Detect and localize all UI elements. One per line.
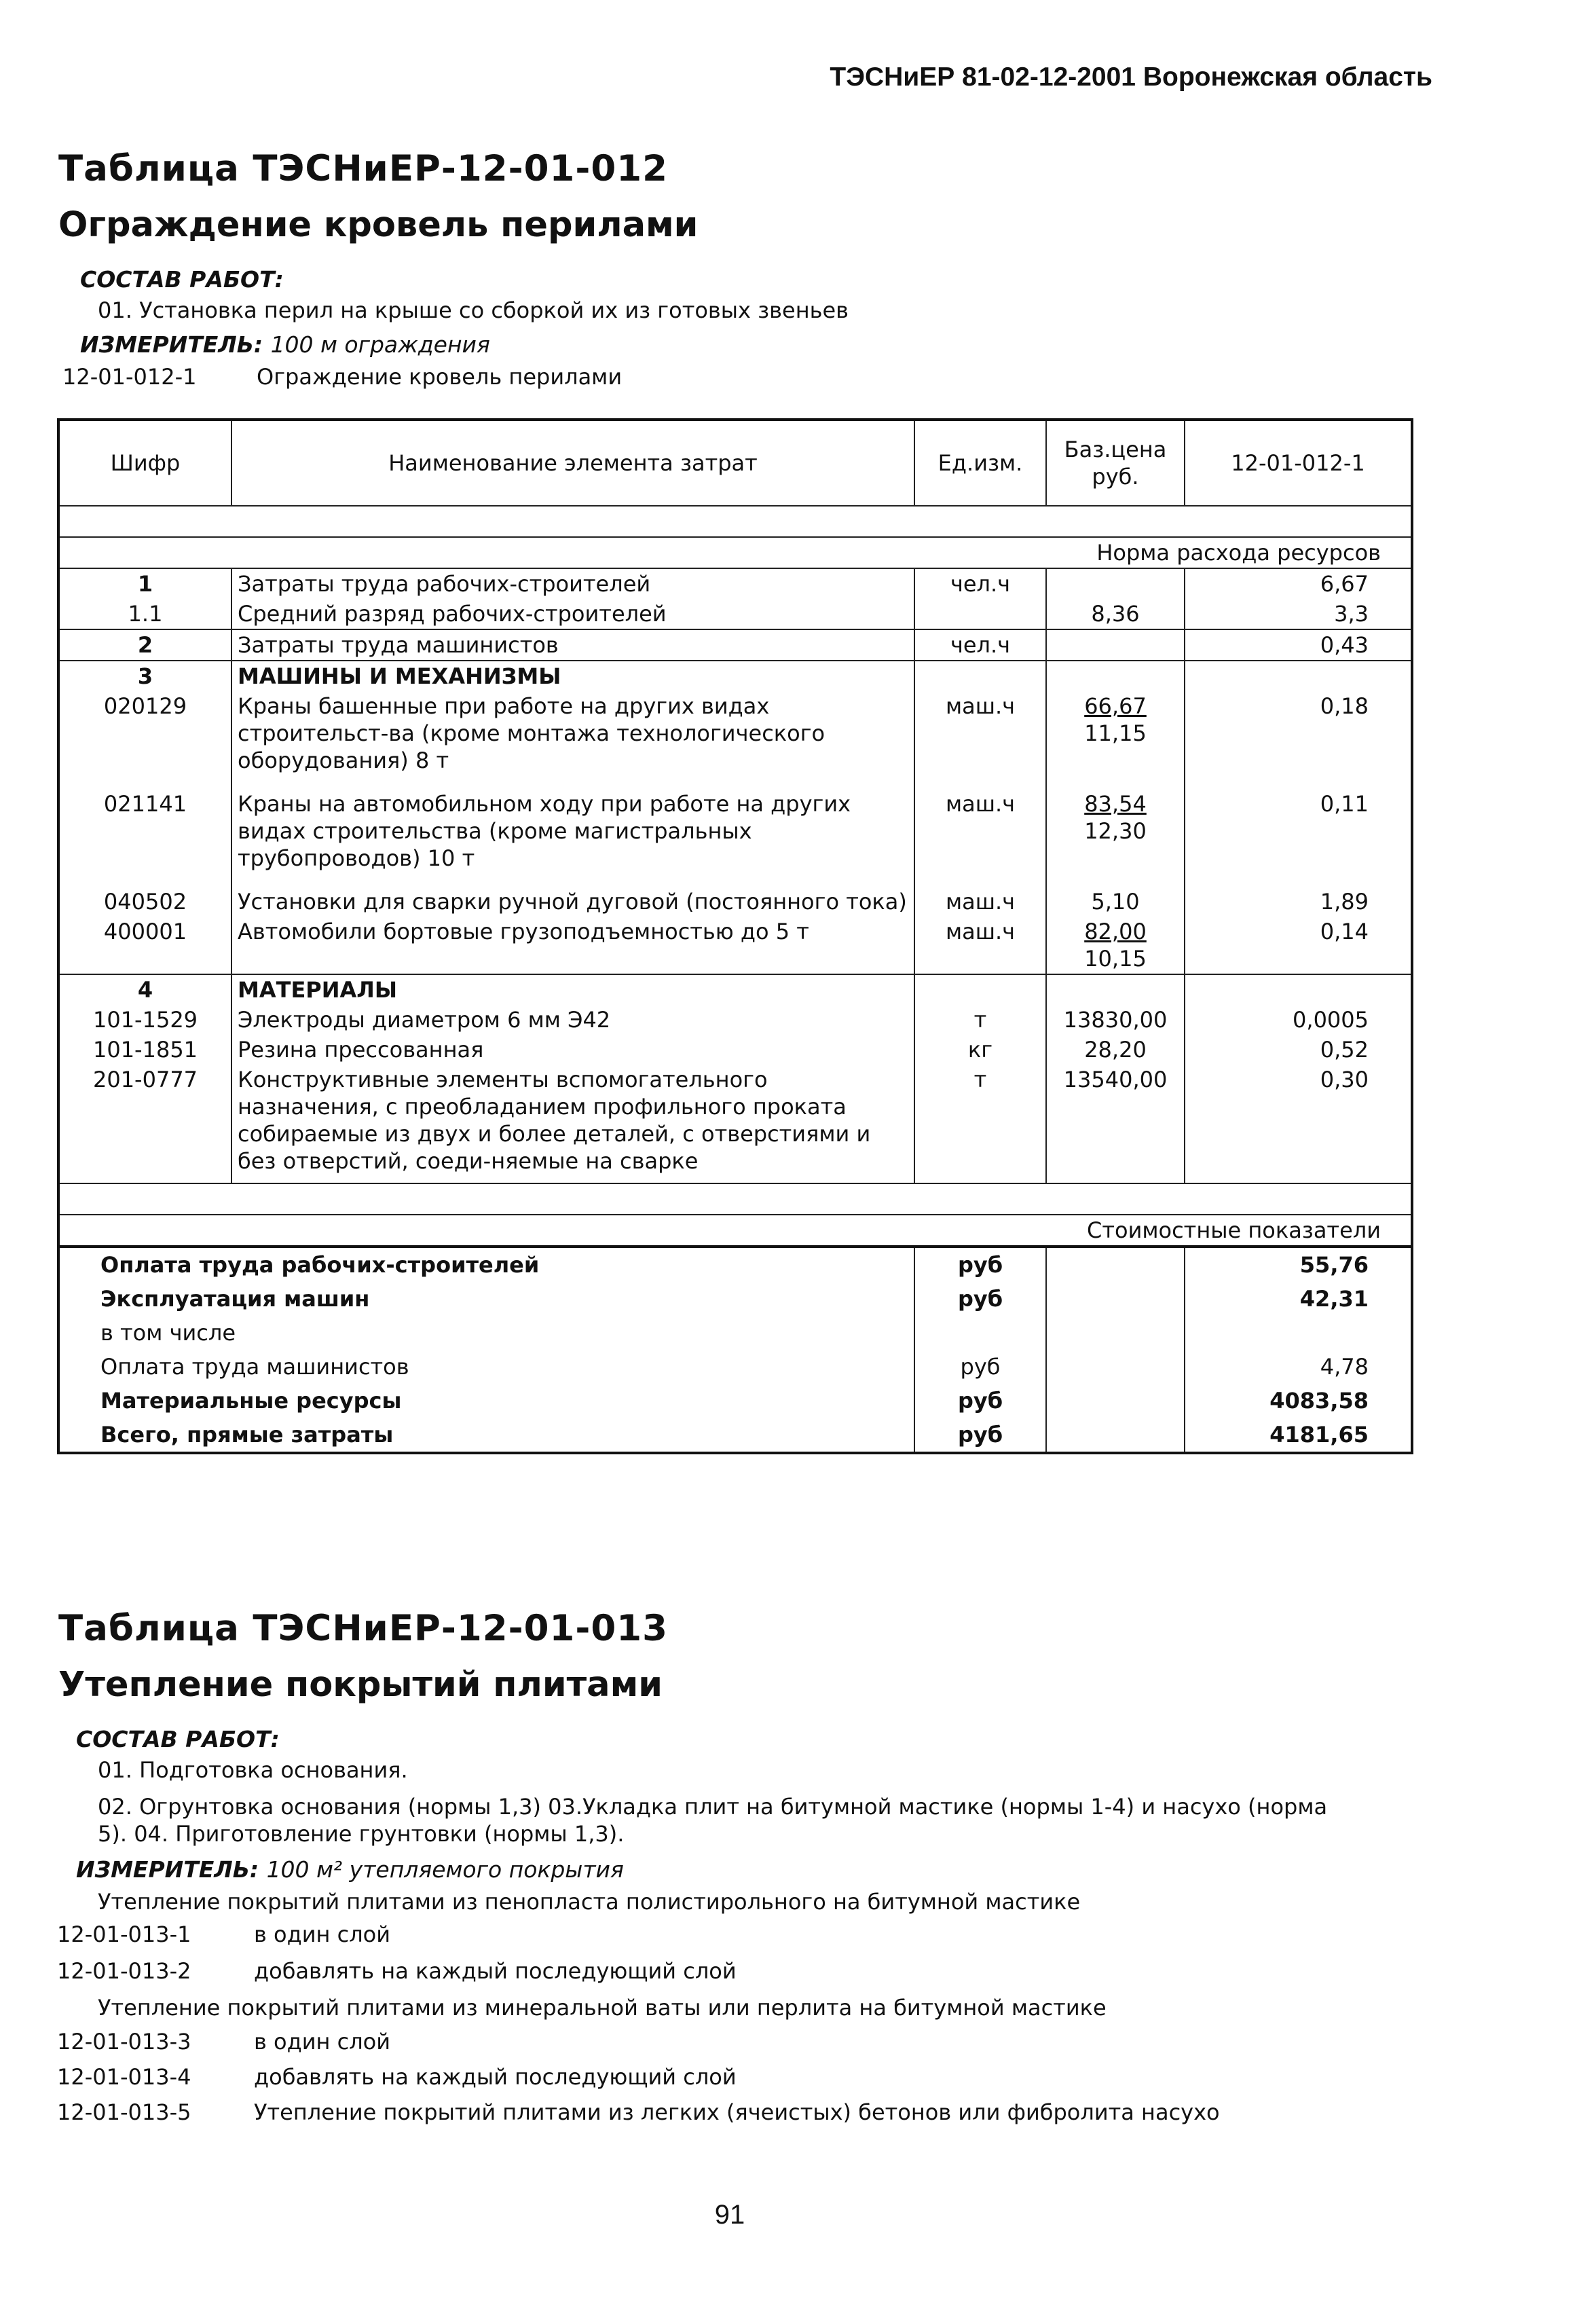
izmeritel-label: ИЗМЕРИТЕЛЬ: bbox=[80, 331, 263, 358]
code: 12-01-013-2 bbox=[57, 1958, 191, 1984]
group-heading: Утепление покрытий плитами из минеральной ваты или перлита на битумной мастике bbox=[98, 1995, 1107, 2021]
cell-norm: 0,11 bbox=[1320, 791, 1369, 817]
cell-price bbox=[1046, 789, 1185, 887]
cell-unit: маш.ч bbox=[914, 691, 1046, 789]
col-header-name: Наименование элемента затрат bbox=[231, 420, 914, 506]
price-value: 83,54 bbox=[1084, 791, 1147, 817]
cell-shifr: 201-0777 bbox=[58, 1065, 231, 1183]
summary-name: Эксплуатация машин bbox=[58, 1282, 914, 1316]
table1-izmeritel bbox=[80, 331, 490, 358]
summary-unit: руб bbox=[914, 1282, 1046, 1316]
table-row bbox=[58, 974, 1412, 1005]
summary-row bbox=[58, 1247, 1412, 1282]
cell-shifr: 2 bbox=[58, 629, 231, 661]
table-row bbox=[58, 789, 1412, 887]
table-row bbox=[58, 887, 1412, 917]
cell-shifr: 400001 bbox=[58, 917, 231, 974]
summary-unit: руб bbox=[914, 1384, 1046, 1418]
cell-name: Средний разряд рабочих-строителей bbox=[231, 599, 914, 629]
cell-shifr: 1.1 bbox=[58, 599, 231, 629]
price-value: 5,10 bbox=[1091, 889, 1140, 915]
price-wage-value: 12,30 bbox=[1084, 818, 1147, 844]
summary-row bbox=[58, 1350, 1412, 1384]
summary-empty bbox=[1046, 1247, 1185, 1282]
cell-norm: 0,18 bbox=[1320, 693, 1369, 719]
table1-sostav-label: СОСТАВ РАБОТ: bbox=[80, 266, 284, 293]
cell-price bbox=[1046, 917, 1185, 974]
cell-price bbox=[1046, 887, 1185, 917]
cell-price bbox=[1046, 629, 1185, 661]
cell-shifr: 021141 bbox=[58, 789, 231, 887]
summary-name: Всего, прямые затраты bbox=[58, 1418, 914, 1453]
table1-code-text: Ограждение кровель перилами bbox=[257, 364, 623, 390]
summary-empty bbox=[1046, 1384, 1185, 1418]
cell-name: Затраты труда рабочих-строителей bbox=[231, 568, 914, 599]
summary-name: Материальные ресурсы bbox=[58, 1384, 914, 1418]
cell-price bbox=[1046, 974, 1185, 1005]
cell-name: Автомобили бортовые грузоподъемностью до 5 т bbox=[231, 917, 914, 974]
cell-unit: т bbox=[914, 1005, 1046, 1035]
cell-shifr: 020129 bbox=[58, 691, 231, 789]
cell-norm: 0,30 bbox=[1320, 1067, 1369, 1092]
table2-title: Таблица ТЭСНиЕР-12-01-013 bbox=[58, 1608, 668, 1649]
code: 12-01-013-3 bbox=[57, 2029, 191, 2055]
price-value: 13540,00 bbox=[1063, 1067, 1168, 1092]
cell-shifr: 1 bbox=[58, 568, 231, 599]
cell-price bbox=[1046, 599, 1185, 629]
norm-header: Норма расхода ресурсов bbox=[1046, 537, 1412, 568]
price-wage-value: 10,15 bbox=[1084, 946, 1147, 972]
cell-unit bbox=[914, 661, 1046, 691]
resource-table bbox=[57, 418, 1413, 1454]
izmeritel-value: 100 м² утепляемого покрытия bbox=[266, 1856, 624, 1883]
summary-value: 42,31 bbox=[1299, 1286, 1369, 1312]
table2-sostav-item: 02. Огрунтовка основания (нормы 1,3) 03.Укладка плит на битумной мастике (нормы 1-4) и насухо (норма bbox=[98, 1794, 1328, 1820]
cell-shifr: 101-1529 bbox=[58, 1005, 231, 1035]
summary-value: 4,78 bbox=[1320, 1354, 1369, 1380]
cell-norm: 0,14 bbox=[1320, 919, 1369, 944]
summary-unit: руб bbox=[914, 1247, 1046, 1282]
cell-unit: чел.ч bbox=[914, 568, 1046, 599]
code: 12-01-013-1 bbox=[57, 1921, 191, 1947]
cell-price bbox=[1046, 568, 1185, 599]
summary-unit bbox=[914, 1316, 1046, 1350]
cell-unit: маш.ч bbox=[914, 887, 1046, 917]
table-row bbox=[58, 1035, 1412, 1065]
document-header: ТЭСНиЕР 81-02-12-2001 Воронежская область bbox=[830, 62, 1432, 92]
price-wage-value: 11,15 bbox=[1084, 720, 1147, 746]
spacer-row bbox=[58, 1183, 1412, 1215]
table-row bbox=[58, 1005, 1412, 1035]
cell-name: МАШИНЫ И МЕХАНИЗМЫ bbox=[231, 661, 914, 691]
code: 12-01-013-4 bbox=[57, 2064, 191, 2090]
price-value: 28,20 bbox=[1084, 1037, 1147, 1063]
cell-unit: т bbox=[914, 1065, 1046, 1183]
cell-name: Электроды диаметром 6 мм Э42 bbox=[231, 1005, 914, 1035]
group-heading: Утепление покрытий плитами из пенопласта полистирольного на битумной мастике bbox=[98, 1889, 1081, 1915]
price-value: 82,00 bbox=[1084, 919, 1147, 944]
summary-name: в том числе bbox=[58, 1316, 914, 1350]
cell-norm: 0,43 bbox=[1185, 629, 1412, 661]
spacer-row bbox=[58, 506, 1412, 537]
cell-norm bbox=[1185, 661, 1412, 691]
cell-norm: 6,67 bbox=[1320, 571, 1369, 597]
summary-row bbox=[58, 1384, 1412, 1418]
table1-code: 12-01-012-1 bbox=[62, 364, 197, 390]
summary-empty bbox=[1046, 1316, 1185, 1350]
col-header-unit: Ед.изм. bbox=[914, 420, 1046, 506]
summary-empty bbox=[1046, 1418, 1185, 1453]
cell-price bbox=[1046, 1035, 1185, 1065]
summary-row bbox=[58, 1316, 1412, 1350]
cell-norm bbox=[1185, 974, 1412, 1005]
cell-name: Резина прессованная bbox=[231, 1035, 914, 1065]
izmeritel-label: ИЗМЕРИТЕЛЬ: bbox=[76, 1856, 259, 1883]
code: 12-01-013-5 bbox=[57, 2099, 191, 2125]
cell-norm: 0,0005 bbox=[1293, 1007, 1369, 1033]
cell-shifr: 4 bbox=[58, 974, 231, 1005]
cell-name: Конструктивные элементы вспомогательного назначения, с преобладанием профильного проката собираемые из двух и более деталей, с отверстиями и без отверстий, соеди-няемые на сварке bbox=[231, 1065, 914, 1183]
table-row bbox=[58, 1065, 1412, 1183]
cost-header: Стоимостные показатели bbox=[1046, 1215, 1412, 1247]
table1-subtitle: Ограждение кровель перилами bbox=[58, 205, 699, 245]
col-header-code: 12-01-012-1 bbox=[1185, 420, 1412, 506]
table-row bbox=[58, 691, 1412, 789]
cell-unit: кг bbox=[914, 1035, 1046, 1065]
summary-value: 4181,65 bbox=[1269, 1422, 1369, 1448]
table2-sostav-item: 5). 04. Приготовление грунтовки (нормы 1,3). bbox=[98, 1821, 625, 1847]
table2-subtitle: Утепление покрытий плитами bbox=[58, 1665, 663, 1705]
cell-price bbox=[1046, 691, 1185, 789]
table-header-row bbox=[58, 420, 1412, 506]
cell-name: Затраты труда машинистов bbox=[231, 629, 914, 661]
table-row bbox=[58, 629, 1412, 661]
cell-norm: 1,89 bbox=[1320, 889, 1369, 915]
table-row bbox=[58, 568, 1412, 599]
code-text: добавлять на каждый последующий слой bbox=[254, 2064, 737, 2090]
cell-unit bbox=[914, 599, 1046, 629]
cell-unit: маш.ч bbox=[914, 789, 1046, 887]
cell-shifr: 3 bbox=[58, 661, 231, 691]
cell-unit: маш.ч bbox=[914, 917, 1046, 974]
cell-norm: 0,52 bbox=[1320, 1037, 1369, 1063]
table-row bbox=[58, 599, 1412, 629]
col-header-shifr: Шифр bbox=[58, 420, 231, 506]
cell-name: Краны башенные при работе на других видах строительст-ва (кроме монтажа технологического оборудования) 8 т bbox=[231, 691, 914, 789]
cell-norm: 3,3 bbox=[1334, 601, 1369, 627]
cell-name: Установки для сварки ручной дуговой (постоянного тока) bbox=[231, 887, 914, 917]
code-text: добавлять на каждый последующий слой bbox=[254, 1958, 737, 1984]
summary-value: 4083,58 bbox=[1269, 1388, 1369, 1414]
page-number: 91 bbox=[714, 2200, 745, 2230]
summary-unit: руб bbox=[914, 1418, 1046, 1453]
table1-title: Таблица ТЭСНиЕР-12-01-012 bbox=[58, 148, 668, 189]
cell-unit bbox=[914, 974, 1046, 1005]
price-value: 66,67 bbox=[1084, 693, 1147, 719]
summary-empty bbox=[1046, 1282, 1185, 1316]
summary-row bbox=[58, 1282, 1412, 1316]
summary-value bbox=[1185, 1316, 1412, 1350]
col-header-price: Баз.цена руб. bbox=[1046, 420, 1185, 506]
cost-header-row bbox=[58, 1215, 1412, 1247]
cell-price bbox=[1046, 1065, 1185, 1183]
cell-price bbox=[1046, 661, 1185, 691]
cell-unit: чел.ч bbox=[914, 629, 1046, 661]
summary-empty bbox=[1046, 1350, 1185, 1384]
price-value: 8,36 bbox=[1091, 601, 1140, 627]
table-row bbox=[58, 661, 1412, 691]
price-value: 13830,00 bbox=[1063, 1007, 1168, 1033]
cell-shifr: 101-1851 bbox=[58, 1035, 231, 1065]
izmeritel-value: 100 м ограждения bbox=[270, 331, 490, 358]
code-text: в один слой bbox=[254, 1921, 391, 1947]
table-row bbox=[58, 917, 1412, 974]
table2-sostav-label: СОСТАВ РАБОТ: bbox=[76, 1726, 280, 1752]
summary-unit: руб bbox=[914, 1350, 1046, 1384]
code-text: в один слой bbox=[254, 2029, 391, 2055]
cell-price bbox=[1046, 1005, 1185, 1035]
table2-sostav-item: 01. Подготовка основания. bbox=[98, 1757, 408, 1783]
cell-name: Краны на автомобильном ходу при работе на других видах строительства (кроме магистральных трубопроводов) 10 т bbox=[231, 789, 914, 887]
cell-name: МАТЕРИАЛЫ bbox=[231, 974, 914, 1005]
table2-izmeritel bbox=[76, 1856, 624, 1883]
table1-sostav-item: 01. Установка перил на крыше со сборкой их из готовых звеньев bbox=[98, 297, 849, 323]
summary-row bbox=[58, 1418, 1412, 1453]
norm-header-row bbox=[58, 537, 1412, 568]
cell-shifr: 040502 bbox=[58, 887, 231, 917]
code-text: Утепление покрытий плитами из легких (ячеистых) бетонов или фибролита насухо bbox=[254, 2099, 1220, 2125]
summary-name: Оплата труда машинистов bbox=[58, 1350, 914, 1384]
summary-name: Оплата труда рабочих-строителей bbox=[58, 1247, 914, 1282]
summary-value: 55,76 bbox=[1185, 1247, 1412, 1282]
